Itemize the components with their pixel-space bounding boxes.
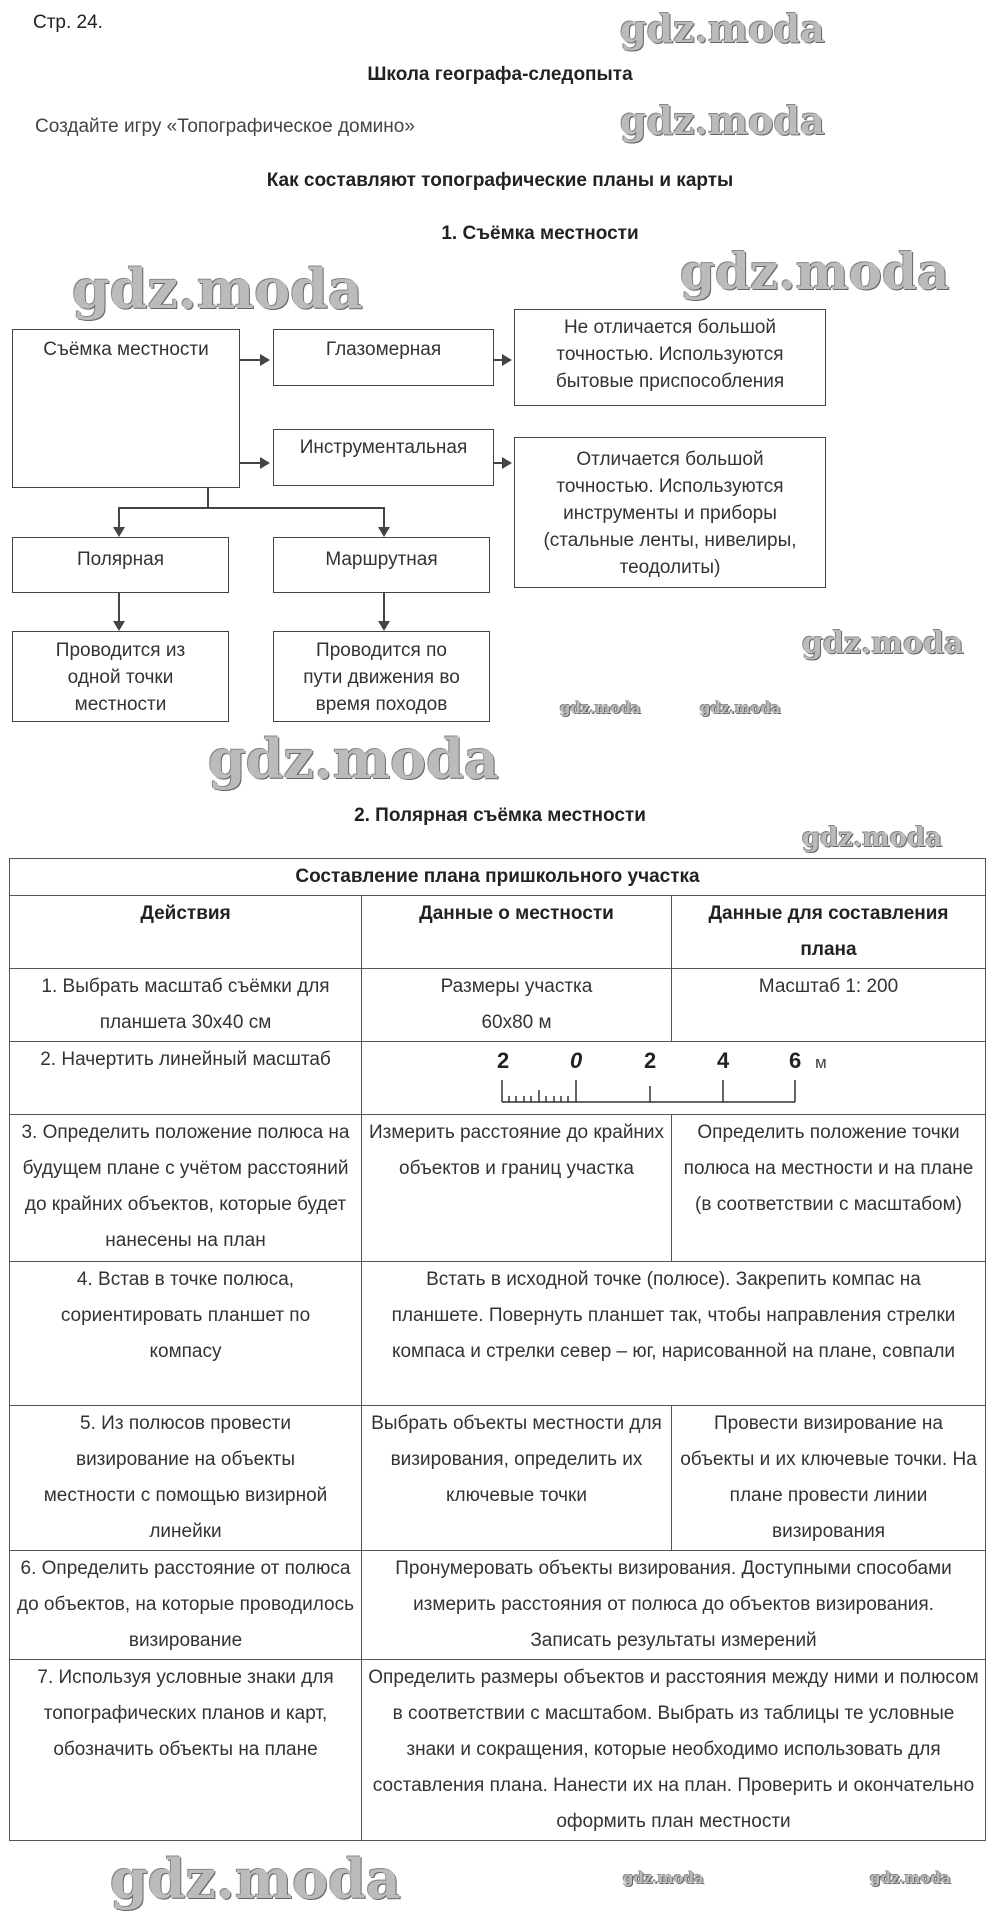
page-title: Школа географа-следопыта <box>367 64 633 85</box>
line: одной точки <box>67 667 174 688</box>
watermark: gdz.moda <box>623 1869 704 1887</box>
scale-label: 6 <box>789 1048 802 1073</box>
line: бытовые приспособления <box>555 371 785 392</box>
table-cell: Измерить расстояние до крайних объектов и границ участка <box>362 1115 672 1262</box>
header-cell: Действия <box>10 896 362 969</box>
box-eye <box>273 329 494 386</box>
watermark: gdz.moda <box>680 242 950 301</box>
watermark: gdz.moda <box>72 257 363 321</box>
task-text: Создайте игру «Топографическое домино» <box>35 116 415 137</box>
line: теодолиты) <box>619 557 721 578</box>
table-cell: Определить размеры объектов и расстояния между ними и полюсом в соответствии с масштабом. Выбрать из таблицы те условные знаки и сокращения, которые необходимо использовать для составления плана. Нанести их на план. Проверить и окончательно оформить план местности <box>362 1660 986 1841</box>
watermark: gdz.moda <box>802 823 943 853</box>
arrow-down-icon <box>378 527 390 537</box>
header-cell: Данные для составления плана <box>672 896 986 969</box>
table-caption-row <box>10 859 986 896</box>
box-label: Полярная <box>76 549 165 570</box>
part2-title: 2. Полярная съёмка местности <box>354 805 646 826</box>
watermark: gdz.moda <box>560 699 641 717</box>
watermark: gdz.moda <box>700 699 781 717</box>
scale-bar <box>502 1080 795 1102</box>
table-row <box>10 1115 986 1262</box>
arrow-right-icon <box>502 457 512 469</box>
box-label: Инструментальная <box>299 437 468 458</box>
connector <box>383 507 385 527</box>
connector <box>383 593 385 621</box>
table-cell: 1. Выбрать масштаб съёмки для планшета 30x40 см <box>10 969 362 1042</box>
table-cell: Масштаб 1: 200 <box>672 969 986 1042</box>
box-label: Глазомерная <box>325 339 442 360</box>
table-row <box>10 969 986 1042</box>
part1-title: 1. Съёмка местности <box>441 223 639 244</box>
table-cell: 7. Используя условные знаки для топографических планов и карт, обозначить объекты на плане <box>10 1660 362 1841</box>
scale-label: 4 <box>717 1048 730 1073</box>
connector <box>240 359 260 361</box>
page-label: Стр. 24. <box>33 12 103 33</box>
box-instr <box>273 429 494 486</box>
line: точностью. Используются <box>556 344 784 365</box>
arrow-down-icon <box>113 621 125 631</box>
line: Проводится по <box>316 640 447 661</box>
table-row <box>10 1406 986 1551</box>
arrow-right-icon <box>260 354 270 366</box>
watermark: gdz.moda <box>110 1847 401 1911</box>
line: точностью. Используются <box>556 476 784 497</box>
table-cell: Определить положение точки полюса на местности и на плане (в соответствии с масштабом) <box>672 1115 986 1262</box>
line: Проводится из <box>55 640 186 661</box>
watermark: gdz.moda <box>802 626 964 661</box>
table-cell: 4. Встав в точке полюса, сориентировать планшет по компасу <box>10 1262 362 1406</box>
scale-label: 0 <box>570 1048 583 1073</box>
table-cell: Размеры участка 60x80 м <box>362 969 672 1042</box>
box-route-desc <box>273 631 490 722</box>
connector <box>494 462 502 464</box>
scale-label: 2 <box>644 1048 657 1073</box>
table-caption: Составление плана пришкольного участка <box>10 859 986 896</box>
table-cell: 6. Определить расстояние от полюса до объектов, на которые проводилось визирование <box>10 1551 362 1660</box>
scale-label: 2 <box>497 1048 510 1073</box>
line: пути движения во <box>303 667 460 688</box>
table-row <box>10 1262 986 1406</box>
line: местности <box>74 694 167 715</box>
table-cell: 2. Начертить линейный масштаб <box>10 1042 362 1115</box>
table-cell: Встать в исходной точке (полюсе). Закрепить компас на планшете. Повернуть планшет так, чтобы направления стрелки компаса и стрелки север – юг, нарисованной на плане, совпали <box>362 1262 986 1406</box>
plan-table <box>9 858 986 1841</box>
line: Отличается большой <box>576 449 764 470</box>
connector <box>118 593 120 621</box>
table-cell: 3. Определить положение полюса на будущем плане с учётом расстояний до крайних объектов, которые будет нанесены на план <box>10 1115 362 1262</box>
arrow-right-icon <box>260 457 270 469</box>
connector <box>207 488 209 507</box>
watermark: gdz.moda <box>620 98 825 143</box>
connector <box>118 507 120 527</box>
line: инструменты и приборы <box>563 503 777 524</box>
connector <box>494 359 502 361</box>
box-polar <box>12 537 229 593</box>
scale-unit: м <box>815 1053 827 1072</box>
arrow-down-icon <box>378 621 390 631</box>
watermark: gdz.moda <box>870 1869 951 1887</box>
header-cell: Данные о местности <box>362 896 672 969</box>
connector <box>240 462 260 464</box>
box-polar-desc <box>12 631 229 722</box>
connector <box>118 507 383 509</box>
box-eye-desc <box>514 309 826 406</box>
line: Не отличается большой <box>563 317 777 338</box>
watermark: gdz.moda <box>620 6 825 51</box>
table-cell: Пронумеровать объекты визирования. Доступными способами измерить расстояния от полюса до объектов визирования. Записать результаты измерений <box>362 1551 986 1660</box>
linear-scale <box>497 1046 837 1116</box>
table-row <box>10 1551 986 1660</box>
box-label: Маршрутная <box>325 549 438 570</box>
table-cell: Провести визирование на объекты и их ключевые точки. На плане провести линии визирования <box>672 1406 986 1551</box>
watermark: gdz.moda <box>208 727 499 791</box>
table-cell: 5. Из полюсов провести визирование на объекты местности с помощью визирной линейки <box>10 1406 362 1551</box>
box-instr-desc <box>514 437 826 588</box>
line: (стальные ленты, нивелиры, <box>543 530 797 551</box>
table-row <box>10 1660 986 1841</box>
table-header-row <box>10 896 986 969</box>
box-route <box>273 537 490 593</box>
arrow-right-icon <box>502 354 512 366</box>
table-cell: Выбрать объекты местности для визирования, определить их ключевые точки <box>362 1406 672 1551</box>
box-label: Съёмка местности <box>43 339 209 360</box>
box-root <box>12 329 240 488</box>
section-title: Как составляют топографические планы и карты <box>266 170 734 191</box>
linear-scale-cell <box>362 1042 986 1115</box>
line: время походов <box>315 694 448 715</box>
table-row <box>10 1042 986 1115</box>
arrow-down-icon <box>113 527 125 537</box>
